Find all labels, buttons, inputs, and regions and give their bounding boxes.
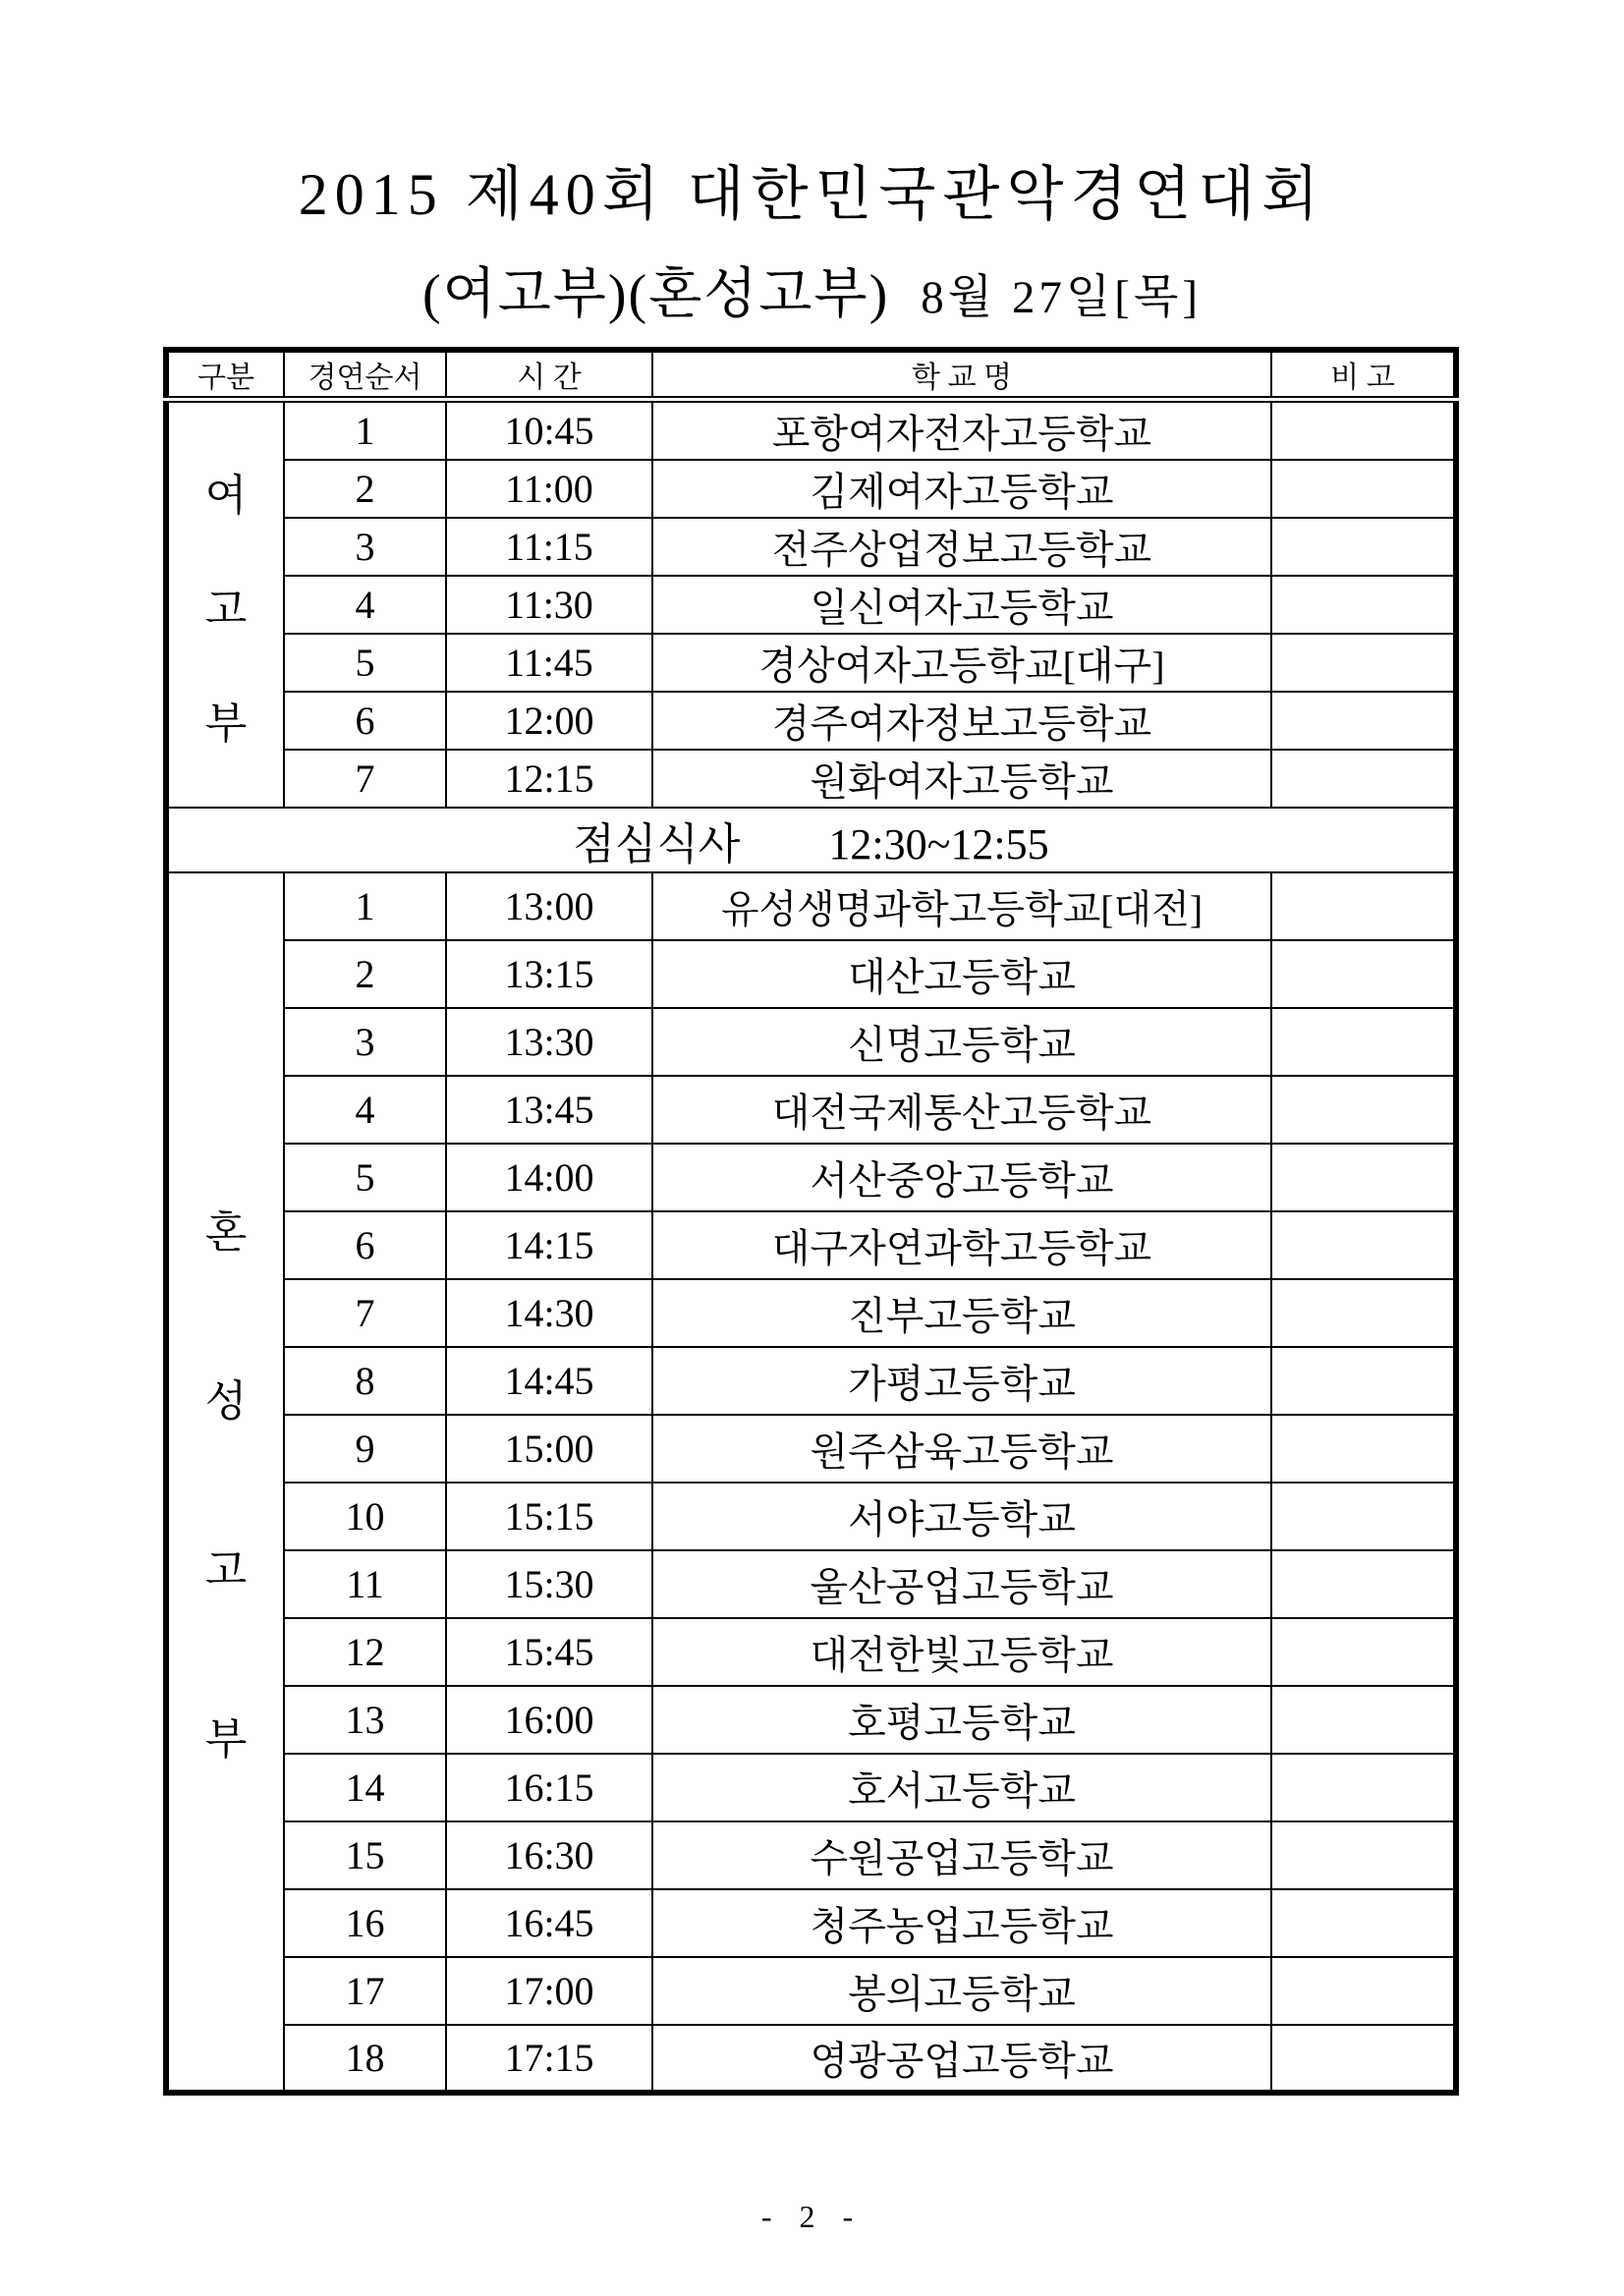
note-cell [1271,400,1456,461]
school-cell: 대전국제통산고등학교 [652,1076,1271,1144]
order-cell: 13 [284,1686,446,1754]
order-cell: 2 [284,940,446,1008]
subtitle-date: 8월 27일[목] [921,272,1203,323]
note-cell [1271,1618,1456,1686]
note-cell [1271,940,1456,1008]
note-cell [1271,1211,1456,1279]
time-cell: 11:15 [446,518,652,576]
note-cell [1271,1144,1456,1211]
table-header-row [166,350,1456,400]
table-row [166,1076,1456,1144]
table-row [166,1279,1456,1347]
order-cell: 9 [284,1415,446,1483]
table-row [166,1347,1456,1415]
order-cell: 17 [284,1957,446,2025]
time-cell: 13:15 [446,940,652,1008]
order-cell: 10 [284,1483,446,1550]
school-cell: 봉의고등학교 [652,1957,1271,2025]
time-cell: 11:30 [446,576,652,634]
table-row [166,1483,1456,1550]
table-row [166,1550,1456,1618]
order-cell: 15 [284,1821,446,1889]
school-cell: 원주삼육고등학교 [652,1415,1271,1483]
school-cell: 대산고등학교 [652,940,1271,1008]
table-row [166,1754,1456,1821]
table-row [166,692,1456,750]
order-cell: 12 [284,1618,446,1686]
table-row [166,1686,1456,1754]
school-cell: 일신여자고등학교 [652,576,1271,634]
time-cell: 14:45 [446,1347,652,1415]
order-cell: 1 [284,872,446,940]
time-cell: 12:15 [446,750,652,808]
lunch-break-row [166,808,1456,872]
time-cell: 17:15 [446,2025,652,2093]
lunch-break-time: 12:30~12:55 [828,820,1049,868]
school-cell: 경상여자고등학교[대구] [652,634,1271,692]
division-label-char: 고 [204,585,248,634]
time-cell: 14:00 [446,1144,652,1211]
note-cell [1271,460,1456,518]
order-cell: 3 [284,1008,446,1076]
division-cell [166,872,284,2093]
table-row [166,1008,1456,1076]
lunch-break-label: 점심식사 [573,820,741,868]
order-cell: 1 [284,400,446,461]
division-label-char: 부 [204,1715,248,1764]
order-cell: 2 [284,460,446,518]
school-cell: 신명고등학교 [652,1008,1271,1076]
school-cell: 김제여자고등학교 [652,460,1271,518]
note-cell [1271,1076,1456,1144]
school-cell: 가평고등학교 [652,1347,1271,1415]
table-row [166,518,1456,576]
order-cell: 7 [284,1279,446,1347]
school-cell: 경주여자정보고등학교 [652,692,1271,750]
division-label-char: 여 [204,471,248,520]
table-row [166,2025,1456,2093]
time-cell: 15:00 [446,1415,652,1483]
division-label-char: 고 [204,1546,248,1595]
note-cell [1271,692,1456,750]
header-school: 학 교 명 [652,350,1271,400]
time-cell: 16:00 [446,1686,652,1754]
note-cell [1271,1889,1456,1957]
time-cell: 15:30 [446,1550,652,1618]
school-cell: 포항여자전자고등학교 [652,400,1271,461]
time-cell: 16:30 [446,1821,652,1889]
school-cell: 영광공업고등학교 [652,2025,1271,2093]
note-cell [1271,1957,1456,2025]
school-cell: 유성생명과학고등학교[대전] [652,872,1271,940]
order-cell: 5 [284,1144,446,1211]
table-row [166,634,1456,692]
schedule-table-body [166,400,1456,2094]
time-cell: 13:30 [446,1008,652,1076]
time-cell: 15:45 [446,1618,652,1686]
note-cell [1271,1347,1456,1415]
table-row [166,1618,1456,1686]
table-row [166,1415,1456,1483]
table-row [166,872,1456,940]
table-row [166,460,1456,518]
school-cell: 대전한빛고등학교 [652,1618,1271,1686]
time-cell: 12:00 [446,692,652,750]
order-cell: 8 [284,1347,446,1415]
note-cell [1271,1550,1456,1618]
school-cell: 전주상업정보고등학교 [652,518,1271,576]
lunch-break-cell [166,808,1456,872]
school-cell: 진부고등학교 [652,1279,1271,1347]
order-cell: 7 [284,750,446,808]
table-row [166,940,1456,1008]
header-order: 경연순서 [284,350,446,400]
note-cell [1271,1483,1456,1550]
order-cell: 16 [284,1889,446,1957]
table-row [166,1889,1456,1957]
header-note: 비 고 [1271,350,1456,400]
school-cell: 호서고등학교 [652,1754,1271,1821]
note-cell [1271,750,1456,808]
table-row [166,576,1456,634]
order-cell: 4 [284,1076,446,1144]
school-cell: 호평고등학교 [652,1686,1271,1754]
order-cell: 18 [284,2025,446,2093]
order-cell: 6 [284,1211,446,1279]
time-cell: 10:45 [446,400,652,461]
table-row [166,1821,1456,1889]
time-cell: 11:00 [446,460,652,518]
table-row [166,1144,1456,1211]
time-cell: 15:15 [446,1483,652,1550]
time-cell: 13:45 [446,1076,652,1144]
table-row [166,400,1456,461]
note-cell [1271,1008,1456,1076]
school-cell: 서야고등학교 [652,1483,1271,1550]
time-cell: 17:00 [446,1957,652,2025]
page-subtitle [0,251,1624,329]
division-label-char: 혼 [204,1208,248,1257]
order-cell: 6 [284,692,446,750]
order-cell: 11 [284,1550,446,1618]
order-cell: 3 [284,518,446,576]
division-cell [166,400,284,809]
subtitle-divisions: (여고부)(혼성고부) [421,264,890,325]
table-row [166,1957,1456,2025]
order-cell: 14 [284,1754,446,1821]
time-cell: 16:15 [446,1754,652,1821]
division-label-char: 성 [204,1377,248,1426]
school-cell: 대구자연과학고등학교 [652,1211,1271,1279]
note-cell [1271,2025,1456,2093]
table-row [166,750,1456,808]
note-cell [1271,872,1456,940]
school-cell: 원화여자고등학교 [652,750,1271,808]
schedule-table [163,347,1459,2096]
time-cell: 11:45 [446,634,652,692]
page-title: 2015 제40회 대한민국관악경연대회 [298,162,1326,227]
note-cell [1271,1415,1456,1483]
note-cell [1271,1754,1456,1821]
note-cell [1271,1279,1456,1347]
note-cell [1271,634,1456,692]
time-cell: 16:45 [446,1889,652,1957]
order-cell: 4 [284,576,446,634]
school-cell: 수원공업고등학교 [652,1821,1271,1889]
time-cell: 13:00 [446,872,652,940]
table-row [166,1211,1456,1279]
school-cell: 서산중앙고등학교 [652,1144,1271,1211]
time-cell: 14:30 [446,1279,652,1347]
time-cell: 14:15 [446,1211,652,1279]
note-cell [1271,518,1456,576]
school-cell: 청주농업고등학교 [652,1889,1271,1957]
division-label-char: 부 [204,699,248,748]
school-cell: 울산공업고등학교 [652,1550,1271,1618]
order-cell: 5 [284,634,446,692]
page-number: - 2 - [760,2199,864,2234]
note-cell [1271,1686,1456,1754]
header-division: 구분 [166,350,284,400]
note-cell [1271,1821,1456,1889]
note-cell [1271,576,1456,634]
header-time: 시 간 [446,350,652,400]
